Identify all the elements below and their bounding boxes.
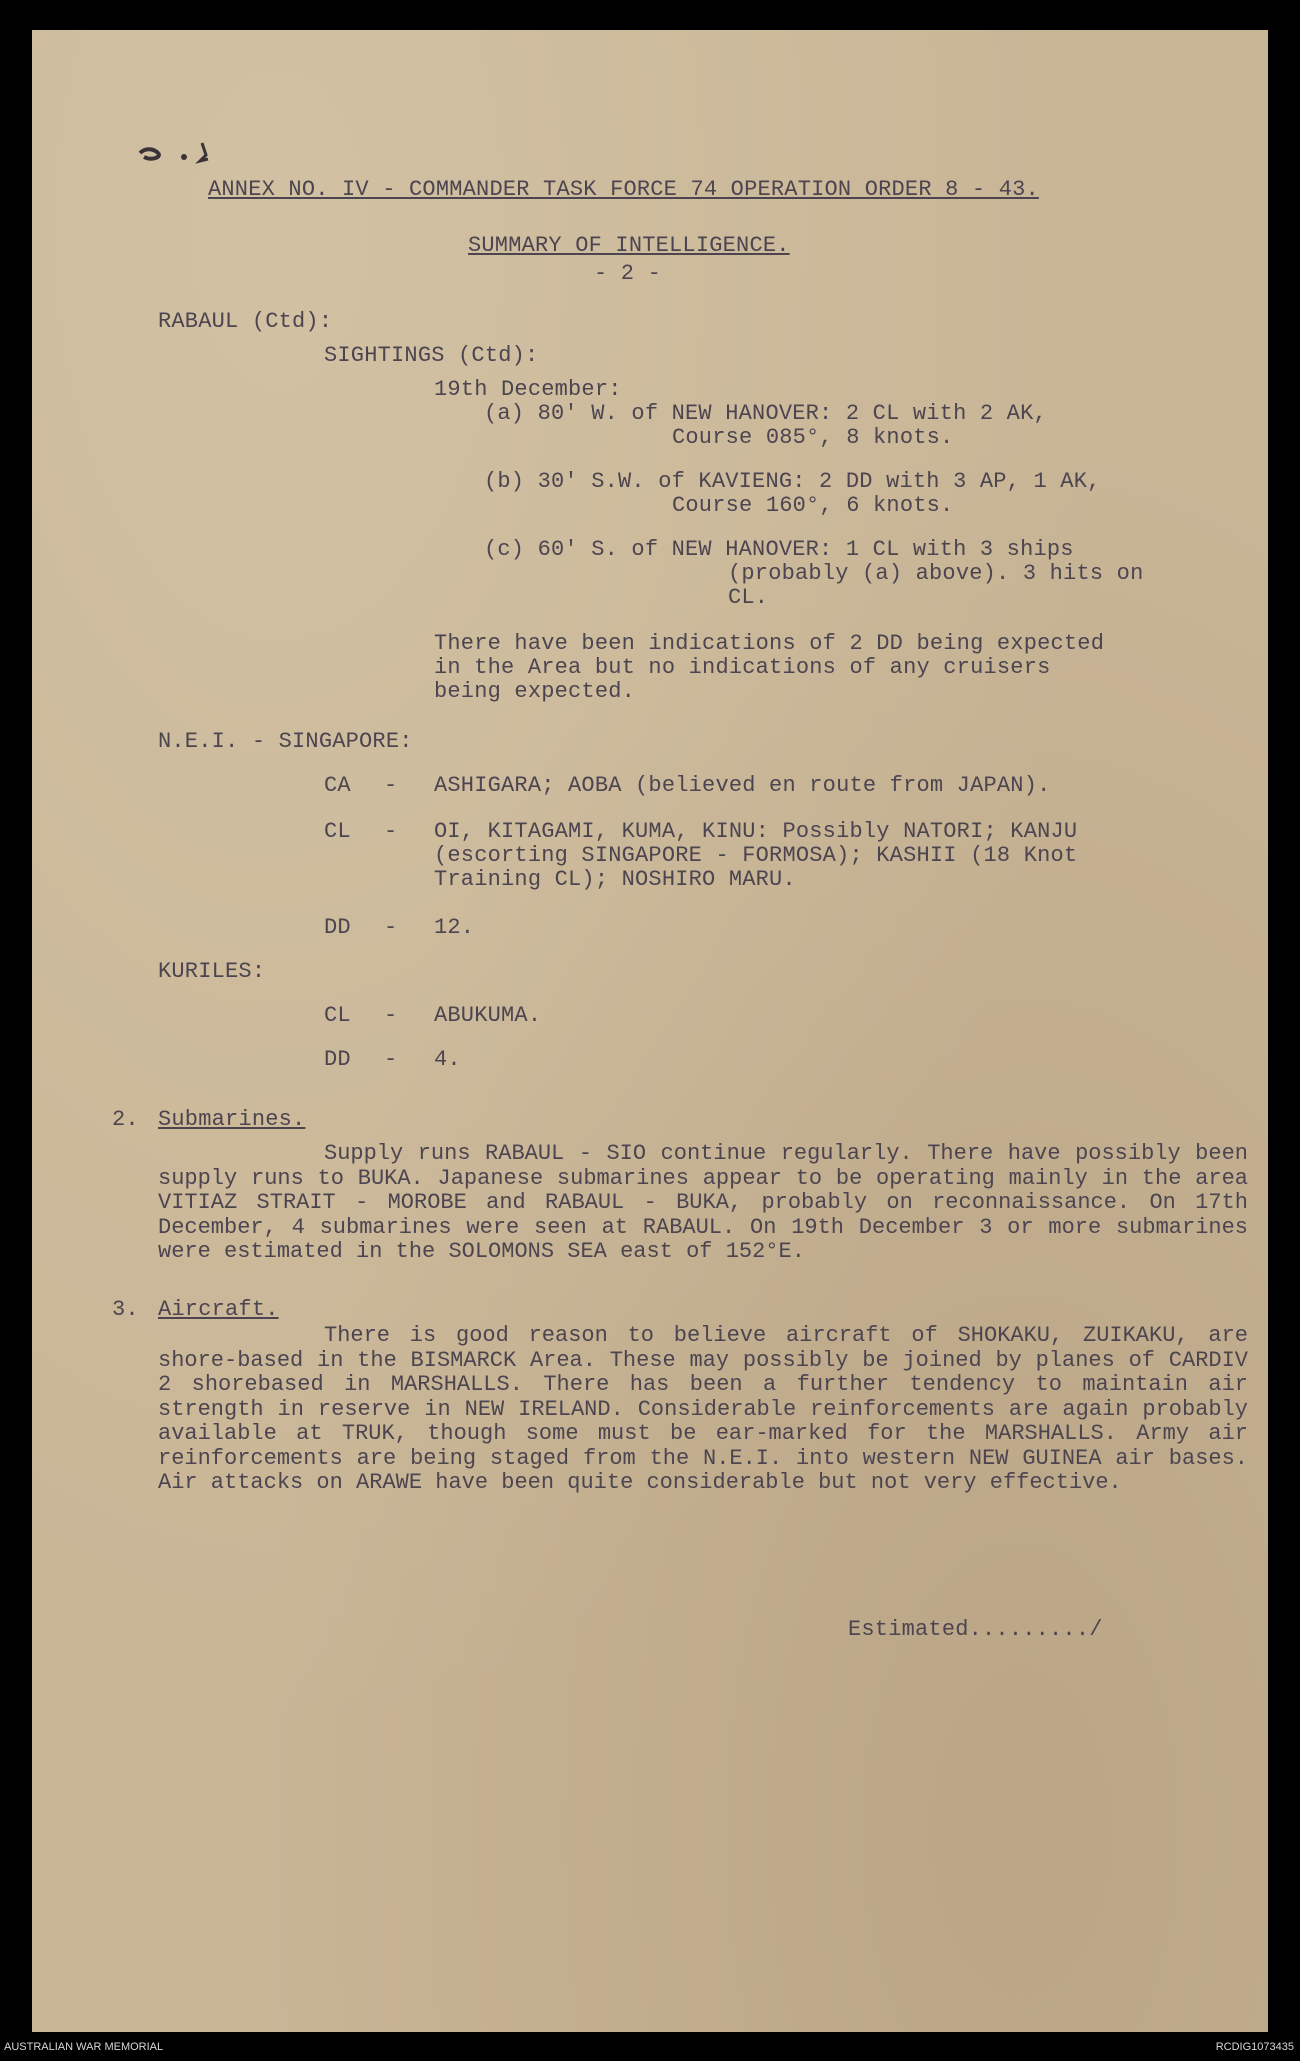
submarines-number: 2. [112,1107,139,1132]
nei-dd-text: 12. [434,915,475,940]
submarines-heading: Submarines. [158,1107,306,1132]
aircraft-number: 3. [112,1297,139,1322]
section-heading-nei: N.E.I. - SINGAPORE: [158,729,413,754]
rabaul-note-line1: There have been indications of 2 DD being expected [434,631,1105,656]
sightings-heading: SIGHTINGS (Ctd): [324,343,539,368]
ink-marks [132,135,252,175]
nei-cl-label: CL [324,819,351,844]
sighting-b-line1: (b) 30' S.W. of KAVIENG: 2 DD with 3 AP, 1 AK, [484,469,1101,494]
sighting-date: 19th December: [434,377,622,402]
kuriles-dd-label: DD [324,1047,351,1072]
aircraft-paragraph: There is good reason to believe aircraft of SHOKAKU, ZUIKAKU, are shore-based in the BISMARCK Area. These may possibly be joined by planes of CARDIV 2 shorebased in MARSHALLS. There has been a further tendency to maintain air strength in reserve in NEW IRELAND. Considerable reinforcements are again probably available at TRUK, though some must be ear-marked for the MARSHALLS. Army air reinforcements are being staged from the N.E.I. into western NEW GUINEA air bases. Air attacks on ARAWE have been quite considerable but not very effective. [158,1323,1248,1495]
sighting-c-line3: CL. [728,585,769,610]
nei-dd-dash: - [384,915,398,940]
kuriles-cl-text: ABUKUMA. [434,1003,542,1028]
document-page [32,30,1268,2032]
kuriles-dd-dash: - [384,1047,398,1072]
submarines-paragraph: Supply runs RABAUL - SIO continue regularly. There have possibly been supply runs to BUKA. Japanese submarines appear to be operating mainly in the area VITIAZ STRAIT - MOROBE and RABAUL - BUKA, probably on reconnaissance. On 17th December, 4 submarines were seen at RABAUL. On 19th December 3 or more submarines were estimated in the SOLOMONS SEA east of 152°E. [158,1141,1248,1264]
summary-title: SUMMARY OF INTELLIGENCE. [468,233,790,258]
nei-cl-dash: - [384,819,398,844]
page-number: - 2 - [594,261,662,286]
section-heading-kuriles: KURILES: [158,959,266,984]
nei-cl-line2: (escorting SINGAPORE - FORMOSA); KASHII (18 Knot [434,843,1078,868]
nei-ca-label: CA [324,773,351,798]
nei-cl-line1: OI, KITAGAMI, KUMA, KINU: Possibly NATORI; KANJU [434,819,1078,844]
nei-dd-label: DD [324,915,351,940]
nei-ca-text: ASHIGARA; AOBA (believed en route from JAPAN). [434,773,1051,798]
aircraft-heading: Aircraft. [158,1297,279,1322]
kuriles-cl-label: CL [324,1003,351,1028]
kuriles-dd-text: 4. [434,1047,461,1072]
sighting-c-line1: (c) 60' S. of NEW HANOVER: 1 CL with 3 ships [484,537,1074,562]
rabaul-note-line3: being expected. [434,679,636,704]
kuriles-cl-dash: - [384,1003,398,1028]
nei-ca-dash: - [384,773,398,798]
rabaul-note-line2: in the Area but no indications of any cruisers [434,655,1051,680]
footer-left: AUSTRALIAN WAR MEMORIAL [4,2041,164,2053]
sighting-c-line2: (probably (a) above). 3 hits on [728,561,1144,586]
nei-cl-line3: Training CL); NOSHIRO MARU. [434,867,796,892]
sighting-a-line2: Course 085°, 8 knots. [672,425,954,450]
sighting-a-line1: (a) 80' W. of NEW HANOVER: 2 CL with 2 AK, [484,401,1047,426]
continuation-note: Estimated........./ [848,1617,1103,1642]
footer-right: RCDIG1073435 [1215,2041,1294,2053]
annex-title: ANNEX NO. IV - COMMANDER TASK FORCE 74 OPERATION ORDER 8 - 43. [208,177,1039,202]
section-heading-rabaul: RABAUL (Ctd): [158,309,333,334]
sighting-b-line2: Course 160°, 6 knots. [672,493,954,518]
